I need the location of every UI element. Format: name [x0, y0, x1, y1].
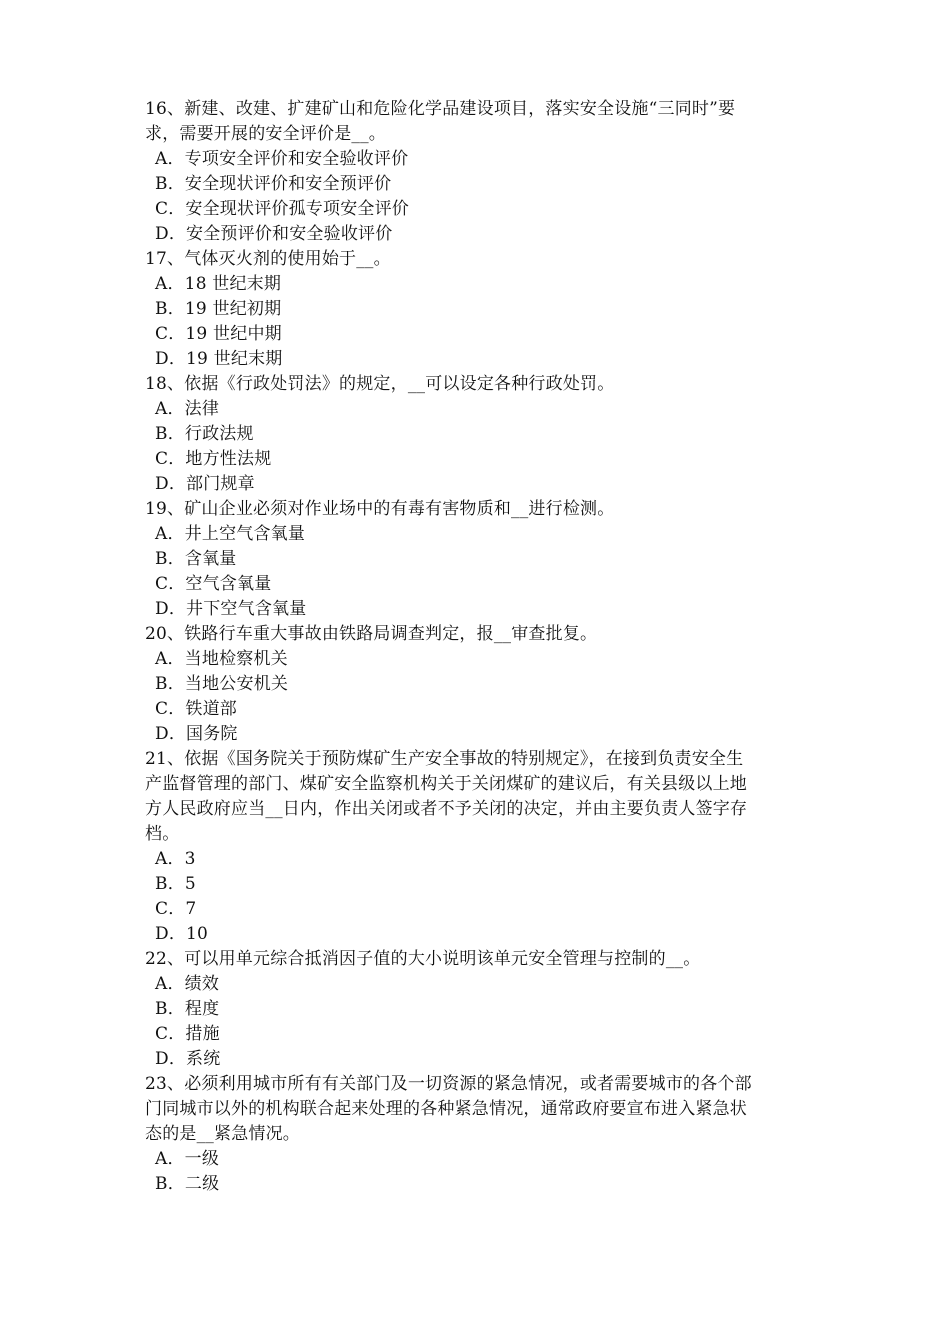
- option-b: B．程度: [155, 999, 220, 1019]
- question-text: 态的是__紧急情况。: [145, 1124, 300, 1144]
- question-text: 档。: [145, 824, 180, 844]
- option-a: A．18 世纪末期: [155, 274, 282, 294]
- question-23: [145, 1072, 820, 1197]
- question-text: 产监督管理的部门、煤矿安全监察机构关于关闭煤矿的建议后，有关县级以上地: [145, 774, 747, 794]
- option-b: B．安全现状评价和安全预评价: [155, 174, 392, 194]
- option-d: D．19 世纪末期: [155, 349, 283, 369]
- question-text: 门同城市以外的机构联合起来处理的各种紧急情况，通常政府要宣布进入紧急状: [145, 1099, 747, 1119]
- option-b: B．5: [155, 874, 196, 894]
- option-b: B．二级: [155, 1174, 220, 1194]
- option-d: D．井下空气含氧量: [155, 599, 307, 619]
- question-19: [145, 497, 820, 622]
- option-b: B．含氧量: [155, 549, 237, 569]
- question-text: 21、依据《国务院关于预防煤矿生产安全事故的特别规定》，在接到负责安全生: [145, 749, 744, 769]
- option-c: C．措施: [155, 1024, 220, 1044]
- option-a: A．井上空气含氧量: [155, 524, 306, 544]
- option-a: A．一级: [155, 1149, 220, 1169]
- question-17: [145, 247, 820, 372]
- question-text: 19、矿山企业必须对作业场中的有毒有害物质和__进行检测。: [145, 499, 615, 519]
- option-b: B．当地公安机关: [155, 674, 289, 694]
- question-text: 17、气体灭火剂的使用始于__。: [145, 249, 391, 269]
- option-c: C．铁道部: [155, 699, 238, 719]
- option-a: A．3: [155, 849, 196, 869]
- option-a: A．专项安全评价和安全验收评价: [155, 149, 409, 169]
- option-d: D．安全预评价和安全验收评价: [155, 224, 393, 244]
- question-text: 23、必须利用城市所有有关部门及一切资源的紧急情况，或者需要城市的各个部: [145, 1074, 752, 1094]
- document-page: [145, 97, 820, 1197]
- question-16: [145, 97, 820, 247]
- question-text: 方人民政府应当__日内，作出关闭或者不予关闭的决定，并由主要负责人签字存: [145, 799, 748, 819]
- question-text: 求，需要开展的安全评价是__。: [145, 124, 386, 144]
- option-b: B．行政法规: [155, 424, 254, 444]
- option-a: A．绩效: [155, 974, 220, 994]
- option-c: C．地方性法规: [155, 449, 272, 469]
- option-c: C．19 世纪中期: [155, 324, 282, 344]
- option-d: D．系统: [155, 1049, 221, 1069]
- option-a: A．当地检察机关: [155, 649, 288, 669]
- question-text: 16、新建、改建、扩建矿山和危险化学品建设项目，落实安全设施“三同时”要: [145, 99, 736, 119]
- option-d: D．部门规章: [155, 474, 255, 494]
- question-22: [145, 947, 820, 1072]
- question-text: 20、铁路行车重大事故由铁路局调查判定，报__审查批复。: [145, 624, 598, 644]
- option-b: B．19 世纪初期: [155, 299, 282, 319]
- question-text: 18、依据《行政处罚法》的规定，__可以设定各种行政处罚。: [145, 374, 615, 394]
- option-c: C．7: [155, 899, 197, 919]
- option-d: D．10: [155, 924, 209, 944]
- option-d: D．国务院: [155, 724, 238, 744]
- question-21: [145, 747, 820, 947]
- option-c: C．安全现状评价孤专项安全评价: [155, 199, 410, 219]
- question-18: [145, 372, 820, 497]
- question-text: 22、可以用单元综合抵消因子值的大小说明该单元安全管理与控制的__。: [145, 949, 701, 969]
- option-a: A．法律: [155, 399, 220, 419]
- option-c: C．空气含氧量: [155, 574, 272, 594]
- question-20: [145, 622, 820, 747]
